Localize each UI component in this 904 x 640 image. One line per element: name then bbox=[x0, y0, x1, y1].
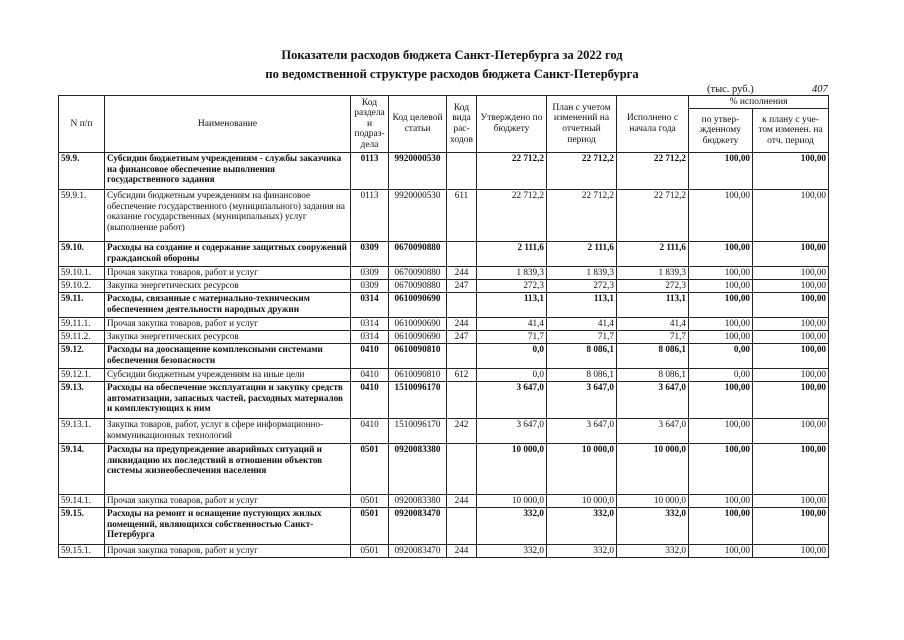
row-pct-plan: 100,00 bbox=[753, 242, 829, 267]
row-number: 59.9. bbox=[59, 153, 105, 190]
row-number: 59.9.1. bbox=[59, 190, 105, 242]
row-target-code: 0920083380 bbox=[389, 495, 447, 508]
row-executed: 8 086,1 bbox=[617, 344, 689, 369]
row-name: Расходы на дооснащение комплексными системами обеспечения безопасности bbox=[105, 344, 351, 369]
table-row bbox=[59, 508, 829, 545]
col-header-plan: План с учетом изменений на отчетный период bbox=[547, 96, 617, 153]
row-target-code: 9920000530 bbox=[389, 190, 447, 242]
row-target-code: 0920083380 bbox=[389, 444, 447, 495]
report-title-line2: по ведомственной структуре расходов бюджета Санкт-Петербурга bbox=[265, 67, 639, 81]
row-approved: 22 712,2 bbox=[477, 190, 547, 242]
row-number: 59.15. bbox=[59, 508, 105, 545]
row-name: Прочая закупка товаров, работ и услуг bbox=[105, 495, 351, 508]
row-section-code: 0501 bbox=[351, 444, 389, 495]
row-pct-plan: 100,00 bbox=[753, 190, 829, 242]
row-kind-code bbox=[447, 444, 477, 495]
row-plan: 22 712,2 bbox=[547, 153, 617, 190]
row-plan: 71,7 bbox=[547, 331, 617, 344]
row-target-code: 0670090880 bbox=[389, 267, 447, 280]
row-approved: 71,7 bbox=[477, 331, 547, 344]
row-approved: 22 712,2 bbox=[477, 153, 547, 190]
row-plan: 113,1 bbox=[547, 293, 617, 318]
row-executed: 2 111,6 bbox=[617, 242, 689, 267]
table-row bbox=[59, 545, 829, 558]
row-number: 59.14.1. bbox=[59, 495, 105, 508]
row-pct-approved: 100,00 bbox=[689, 495, 753, 508]
row-pct-approved: 0,00 bbox=[689, 369, 753, 382]
row-pct-plan: 100,00 bbox=[753, 331, 829, 344]
row-target-code: 0610090810 bbox=[389, 344, 447, 369]
row-approved: 0,0 bbox=[477, 369, 547, 382]
row-target-code: 1510096170 bbox=[389, 419, 447, 444]
row-kind-code: 242 bbox=[447, 419, 477, 444]
row-name: Закупка товаров, работ, услуг в сфере информационно-коммуникационных технологий bbox=[105, 419, 351, 444]
row-section-code: 0314 bbox=[351, 293, 389, 318]
row-pct-plan: 100,00 bbox=[753, 293, 829, 318]
col-header-num: N п/п bbox=[59, 96, 105, 153]
row-executed: 22 712,2 bbox=[617, 153, 689, 190]
row-kind-code: 244 bbox=[447, 545, 477, 558]
row-name: Расходы на создание и содержание защитных сооружений гражданской обороны bbox=[105, 242, 351, 267]
row-pct-plan: 100,00 bbox=[753, 344, 829, 369]
row-section-code: 0113 bbox=[351, 190, 389, 242]
row-plan: 22 712,2 bbox=[547, 190, 617, 242]
row-pct-plan: 100,00 bbox=[753, 444, 829, 495]
row-pct-approved: 100,00 bbox=[689, 331, 753, 344]
row-kind-code bbox=[447, 242, 477, 267]
row-number: 59.14. bbox=[59, 444, 105, 495]
row-pct-plan: 100,00 bbox=[753, 267, 829, 280]
row-name: Закупка энергетических ресурсов bbox=[105, 331, 351, 344]
row-kind-code: 244 bbox=[447, 495, 477, 508]
row-name: Субсидии бюджетным учреждениям - службы заказчика на финансовое обеспечение выполнения государственного задания bbox=[105, 153, 351, 190]
row-executed: 1 839,3 bbox=[617, 267, 689, 280]
table-row bbox=[59, 293, 829, 318]
row-pct-approved: 100,00 bbox=[689, 382, 753, 419]
row-kind-code: 611 bbox=[447, 190, 477, 242]
row-target-code: 0610090810 bbox=[389, 369, 447, 382]
row-pct-plan: 100,00 bbox=[753, 545, 829, 558]
row-executed: 272,3 bbox=[617, 280, 689, 293]
row-approved: 10 000,0 bbox=[477, 495, 547, 508]
row-section-code: 0113 bbox=[351, 153, 389, 190]
row-kind-code bbox=[447, 382, 477, 419]
row-section-code: 0410 bbox=[351, 382, 389, 419]
row-plan: 10 000,0 bbox=[547, 495, 617, 508]
row-pct-plan: 100,00 bbox=[753, 495, 829, 508]
col-header-pct-approved: по утвер-жденному бюджету bbox=[689, 109, 753, 153]
row-section-code: 0410 bbox=[351, 369, 389, 382]
row-target-code: 0610090690 bbox=[389, 293, 447, 318]
row-number: 59.13.1. bbox=[59, 419, 105, 444]
row-executed: 10 000,0 bbox=[617, 495, 689, 508]
row-section-code: 0501 bbox=[351, 545, 389, 558]
row-executed: 332,0 bbox=[617, 545, 689, 558]
table-row bbox=[59, 344, 829, 369]
table-row bbox=[59, 267, 829, 280]
row-pct-plan: 100,00 bbox=[753, 153, 829, 190]
row-executed: 10 000,0 bbox=[617, 444, 689, 495]
row-name: Расходы на обеспечение эксплуатации и закупку средств автоматизации, запасных частей, расходных материалов и комплектующих к ним bbox=[105, 382, 351, 419]
row-name: Закупка энергетических ресурсов bbox=[105, 280, 351, 293]
row-pct-approved: 100,00 bbox=[689, 318, 753, 331]
row-pct-plan: 100,00 bbox=[753, 382, 829, 419]
row-pct-approved: 100,00 bbox=[689, 293, 753, 318]
row-kind-code: 612 bbox=[447, 369, 477, 382]
row-section-code: 0309 bbox=[351, 242, 389, 267]
row-name: Субсидии бюджетным учреждениям на финансовое обеспечение государственного (муниципального) задания на оказание государственных (муниципальных) услуг (выполнение работ) bbox=[105, 190, 351, 242]
row-name: Расходы, связанные с материально-техническим обеспечением деятельности народных дружин bbox=[105, 293, 351, 318]
row-pct-approved: 100,00 bbox=[689, 190, 753, 242]
row-approved: 2 111,6 bbox=[477, 242, 547, 267]
row-name: Расходы на предупреждение аварийных ситуаций и ликвидацию их последствий в отношении объектов системы жизнеобеспечения населения bbox=[105, 444, 351, 495]
expenses-table bbox=[58, 95, 829, 558]
row-target-code: 0670090880 bbox=[389, 280, 447, 293]
row-executed: 332,0 bbox=[617, 508, 689, 545]
row-pct-approved: 100,00 bbox=[689, 267, 753, 280]
row-kind-code bbox=[447, 293, 477, 318]
row-plan: 8 086,1 bbox=[547, 344, 617, 369]
row-executed: 41,4 bbox=[617, 318, 689, 331]
row-number: 59.10. bbox=[59, 242, 105, 267]
table-row bbox=[59, 318, 829, 331]
row-name: Прочая закупка товаров, работ и услуг bbox=[105, 267, 351, 280]
row-kind-code: 244 bbox=[447, 267, 477, 280]
row-executed: 22 712,2 bbox=[617, 190, 689, 242]
row-plan: 2 111,6 bbox=[547, 242, 617, 267]
row-plan: 332,0 bbox=[547, 508, 617, 545]
row-approved: 332,0 bbox=[477, 508, 547, 545]
col-header-target: Код целевой статьи bbox=[389, 96, 447, 153]
row-pct-approved: 100,00 bbox=[689, 419, 753, 444]
row-name: Прочая закупка товаров, работ и услуг bbox=[105, 318, 351, 331]
row-number: 59.10.2. bbox=[59, 280, 105, 293]
row-number: 59.12. bbox=[59, 344, 105, 369]
table-row bbox=[59, 369, 829, 382]
row-plan: 272,3 bbox=[547, 280, 617, 293]
row-target-code: 0610090690 bbox=[389, 318, 447, 331]
row-approved: 0,0 bbox=[477, 344, 547, 369]
col-header-name: Наименование bbox=[105, 96, 351, 153]
row-pct-approved: 0,00 bbox=[689, 344, 753, 369]
row-name: Расходы на ремонт и оснащение пустующих жилых помещений, являющихся собственностью Санкт-Петербурга bbox=[105, 508, 351, 545]
table-row bbox=[59, 382, 829, 419]
table-row bbox=[59, 280, 829, 293]
row-pct-approved: 100,00 bbox=[689, 545, 753, 558]
row-section-code: 0410 bbox=[351, 419, 389, 444]
table-row bbox=[59, 419, 829, 444]
row-pct-plan: 100,00 bbox=[753, 369, 829, 382]
row-section-code: 0501 bbox=[351, 508, 389, 545]
col-header-pct-group: % исполнения bbox=[689, 96, 829, 109]
table-body bbox=[59, 153, 829, 558]
row-number: 59.13. bbox=[59, 382, 105, 419]
row-plan: 3 647,0 bbox=[547, 382, 617, 419]
row-executed: 71,7 bbox=[617, 331, 689, 344]
row-target-code: 0920083470 bbox=[389, 545, 447, 558]
row-section-code: 0314 bbox=[351, 318, 389, 331]
row-approved: 41,4 bbox=[477, 318, 547, 331]
row-section-code: 0501 bbox=[351, 495, 389, 508]
col-header-executed: Исполнено с начала года bbox=[617, 96, 689, 153]
row-pct-approved: 100,00 bbox=[689, 280, 753, 293]
row-executed: 113,1 bbox=[617, 293, 689, 318]
row-section-code: 0410 bbox=[351, 344, 389, 369]
row-plan: 3 647,0 bbox=[547, 419, 617, 444]
row-approved: 113,1 bbox=[477, 293, 547, 318]
row-plan: 41,4 bbox=[547, 318, 617, 331]
row-kind-code bbox=[447, 344, 477, 369]
table-row bbox=[59, 190, 829, 242]
row-name: Субсидии бюджетным учреждениям на иные цели bbox=[105, 369, 351, 382]
row-number: 59.11.2. bbox=[59, 331, 105, 344]
row-approved: 10 000,0 bbox=[477, 444, 547, 495]
col-header-section: Код раздела и подраз-дела bbox=[351, 96, 389, 153]
row-approved: 3 647,0 bbox=[477, 419, 547, 444]
row-pct-approved: 100,00 bbox=[689, 508, 753, 545]
row-number: 59.10.1. bbox=[59, 267, 105, 280]
table-row bbox=[59, 444, 829, 495]
row-name: Прочая закупка товаров, работ и услуг bbox=[105, 545, 351, 558]
col-header-pct-plan: к плану с уче-том изменен. на отч. период bbox=[753, 109, 829, 153]
row-pct-plan: 100,00 bbox=[753, 280, 829, 293]
col-header-approved: Утверждено по бюджету bbox=[477, 96, 547, 153]
row-number: 59.12.1. bbox=[59, 369, 105, 382]
row-pct-approved: 100,00 bbox=[689, 444, 753, 495]
row-target-code: 0920083470 bbox=[389, 508, 447, 545]
row-number: 59.11. bbox=[59, 293, 105, 318]
row-target-code: 0670090880 bbox=[389, 242, 447, 267]
row-plan: 1 839,3 bbox=[547, 267, 617, 280]
row-plan: 8 086,1 bbox=[547, 369, 617, 382]
report-title-line1: Показатели расходов бюджета Санкт-Петербурга за 2022 год bbox=[281, 48, 623, 62]
row-kind-code bbox=[447, 153, 477, 190]
row-pct-approved: 100,00 bbox=[689, 242, 753, 267]
row-approved: 3 647,0 bbox=[477, 382, 547, 419]
row-approved: 272,3 bbox=[477, 280, 547, 293]
row-pct-approved: 100,00 bbox=[689, 153, 753, 190]
page-number: 407 bbox=[812, 84, 828, 95]
row-pct-plan: 100,00 bbox=[753, 318, 829, 331]
row-plan: 10 000,0 bbox=[547, 444, 617, 495]
col-header-kind: Код вида рас-ходов bbox=[447, 96, 477, 153]
row-executed: 3 647,0 bbox=[617, 419, 689, 444]
row-approved: 1 839,3 bbox=[477, 267, 547, 280]
row-executed: 8 086,1 bbox=[617, 369, 689, 382]
row-target-code: 0610090690 bbox=[389, 331, 447, 344]
row-kind-code: 247 bbox=[447, 331, 477, 344]
row-section-code: 0309 bbox=[351, 280, 389, 293]
row-pct-plan: 100,00 bbox=[753, 508, 829, 545]
row-kind-code: 247 bbox=[447, 280, 477, 293]
row-target-code: 1510096170 bbox=[389, 382, 447, 419]
table-row bbox=[59, 495, 829, 508]
row-target-code: 9920000530 bbox=[389, 153, 447, 190]
row-pct-plan: 100,00 bbox=[753, 419, 829, 444]
units-label: (тыс. руб.) bbox=[707, 84, 754, 95]
table-row bbox=[59, 153, 829, 190]
table-row bbox=[59, 331, 829, 344]
row-number: 59.11.1. bbox=[59, 318, 105, 331]
row-approved: 332,0 bbox=[477, 545, 547, 558]
row-section-code: 0309 bbox=[351, 267, 389, 280]
row-kind-code: 244 bbox=[447, 318, 477, 331]
row-executed: 3 647,0 bbox=[617, 382, 689, 419]
row-kind-code bbox=[447, 508, 477, 545]
row-number: 59.15.1. bbox=[59, 545, 105, 558]
row-section-code: 0314 bbox=[351, 331, 389, 344]
row-plan: 332,0 bbox=[547, 545, 617, 558]
table-row bbox=[59, 242, 829, 267]
